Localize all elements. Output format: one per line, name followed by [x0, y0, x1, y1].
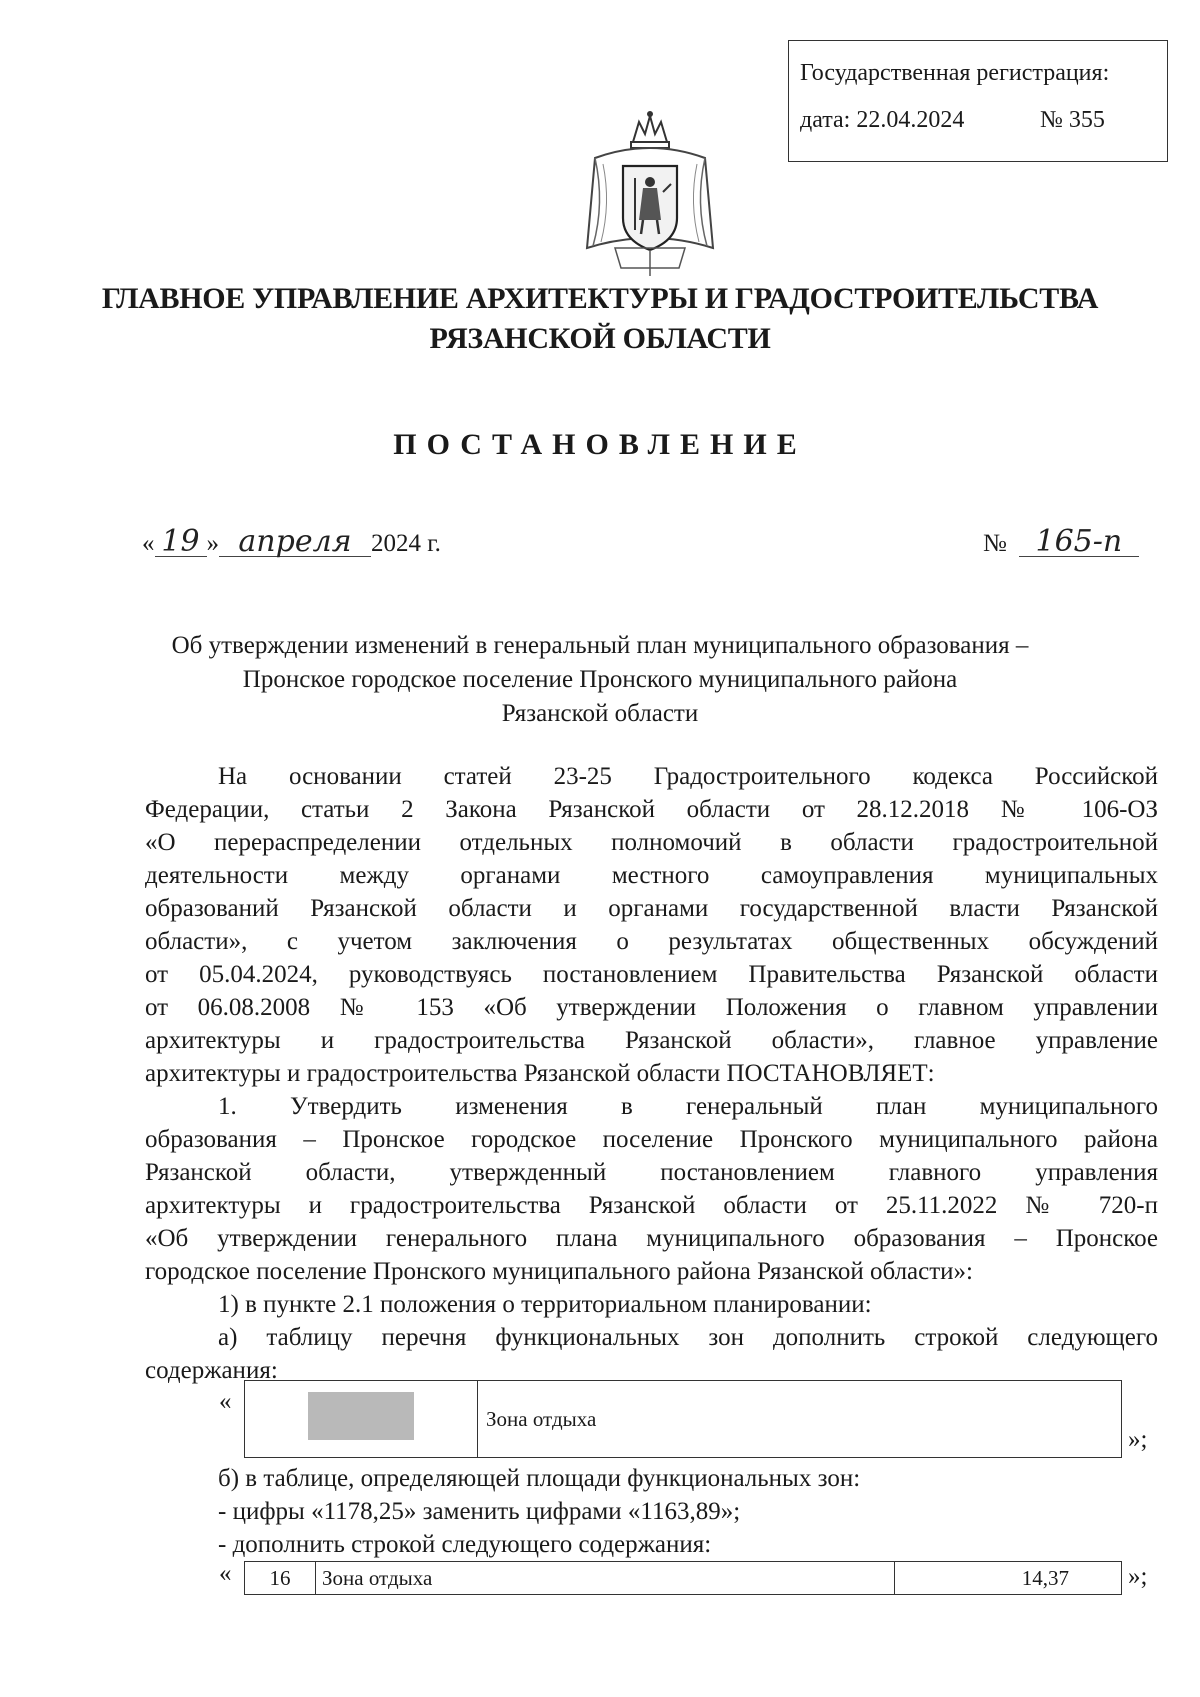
zone-area-cell: 14,37 [895, 1562, 1122, 1595]
dash-item-1: - цифры «1178,25» заменить цифрами «1163,89»; [218, 1498, 741, 1525]
table1-close-quote: »; [1128, 1426, 1148, 1453]
document-type: ПОСТАНОВЛЕНИЕ [393, 428, 807, 461]
body-line: Рязанской области, утвержденный постановлением главного управления [145, 1159, 1158, 1186]
body-line: образований Рязанской области и органами государственной власти Рязанской [145, 895, 1158, 922]
document-number [983, 524, 1139, 559]
zone-color-swatch [308, 1392, 414, 1440]
subject-line1: Об утверждении изменений в генеральный план муниципального образования – [171, 632, 1029, 659]
body-line: деятельности между органами местного самоуправления муниципальных [145, 862, 1158, 889]
coat-of-arms-icon [575, 108, 725, 280]
date-month: апреля [219, 528, 371, 557]
body-line: «Об утверждении генерального плана муниципального образования – Пронское [145, 1225, 1158, 1252]
registration-title: Государственная регистрация: [800, 60, 1110, 86]
body-line: архитектуры и градостроительства Рязанской области ПОСТАНОВЛЯЕТ: [145, 1060, 935, 1087]
item-b: б) в таблице, определяющей площади функциональных зон: [218, 1465, 861, 1492]
item-1: 1) в пункте 2.1 положения о территориальном планировании: [218, 1291, 872, 1318]
zone-name-cell: Зона отдыха [478, 1381, 1122, 1458]
item-a-line1: а) таблицу перечня функциональных зон дополнить строкой следующего [218, 1324, 1158, 1351]
body-line: от 05.04.2024, руководствуясь постановлением Правительства Рязанской области [145, 961, 1158, 988]
body-line: архитектуры и градостроительства Рязанской области», главное управление [145, 1027, 1158, 1054]
zone-area-row-table [244, 1561, 1122, 1595]
body-line: от 06.08.2008 № 153 «Об утверждении Положения о главном управлении [145, 994, 1158, 1021]
body-line: «О перераспределении отдельных полномочий в области градостроительной [145, 829, 1158, 856]
registration-number: № 355 [1040, 107, 1105, 133]
agency-name-line2: РЯЗАНСКОЙ ОБЛАСТИ [429, 322, 771, 355]
zone-name-cell: Зона отдыха [316, 1562, 895, 1595]
body-line: области», с учетом заключения о результатах общественных обсуждений [145, 928, 1158, 955]
item-a-line2: содержания: [145, 1357, 278, 1384]
table1-open-quote: « [219, 1388, 232, 1415]
zone-color-cell [245, 1381, 478, 1458]
agency-name-line1: ГЛАВНОЕ УПРАВЛЕНИЕ АРХИТЕКТУРЫ И ГРАДОСТРОИТЕЛЬСТВА [101, 282, 1099, 315]
registration-date: дата: 22.04.2024 [800, 107, 965, 133]
functional-zones-row-table [244, 1380, 1122, 1458]
date-day: 19 [155, 528, 207, 557]
number-value: 165-п [1019, 528, 1139, 557]
body-line: 1. Утвердить изменения в генеральный план муниципального [218, 1093, 1158, 1120]
dash-item-2: - дополнить строкой следующего содержания: [218, 1531, 712, 1558]
table2-open-quote: « [219, 1560, 232, 1587]
number-prefix: № [983, 530, 1007, 557]
date-open-quote: « [142, 530, 155, 557]
document-date [142, 524, 441, 559]
subject-line2: Пронское городское поселение Пронского муниципального района [242, 666, 958, 693]
body-line: Федерации, статьи 2 Закона Рязанской области от 28.12.2018 № 106-ОЗ [145, 796, 1158, 823]
registration-stamp [788, 40, 1168, 162]
subject-line3: Рязанской области [501, 700, 699, 727]
body-line: образования – Пронское городское поселение Пронского муниципального района [145, 1126, 1158, 1153]
zone-number-cell: 16 [245, 1562, 316, 1595]
body-line: городское поселение Пронского муниципального района Рязанской области»: [145, 1258, 974, 1285]
table2-close-quote: »; [1128, 1563, 1148, 1590]
body-line: архитектуры и градостроительства Рязанской области от 25.11.2022 № 720-п [145, 1192, 1158, 1219]
date-year: 2024 г. [371, 530, 441, 557]
body-line: На основании статей 23-25 Градостроительного кодекса Российской [218, 763, 1158, 790]
date-close-quote: » [206, 530, 219, 557]
